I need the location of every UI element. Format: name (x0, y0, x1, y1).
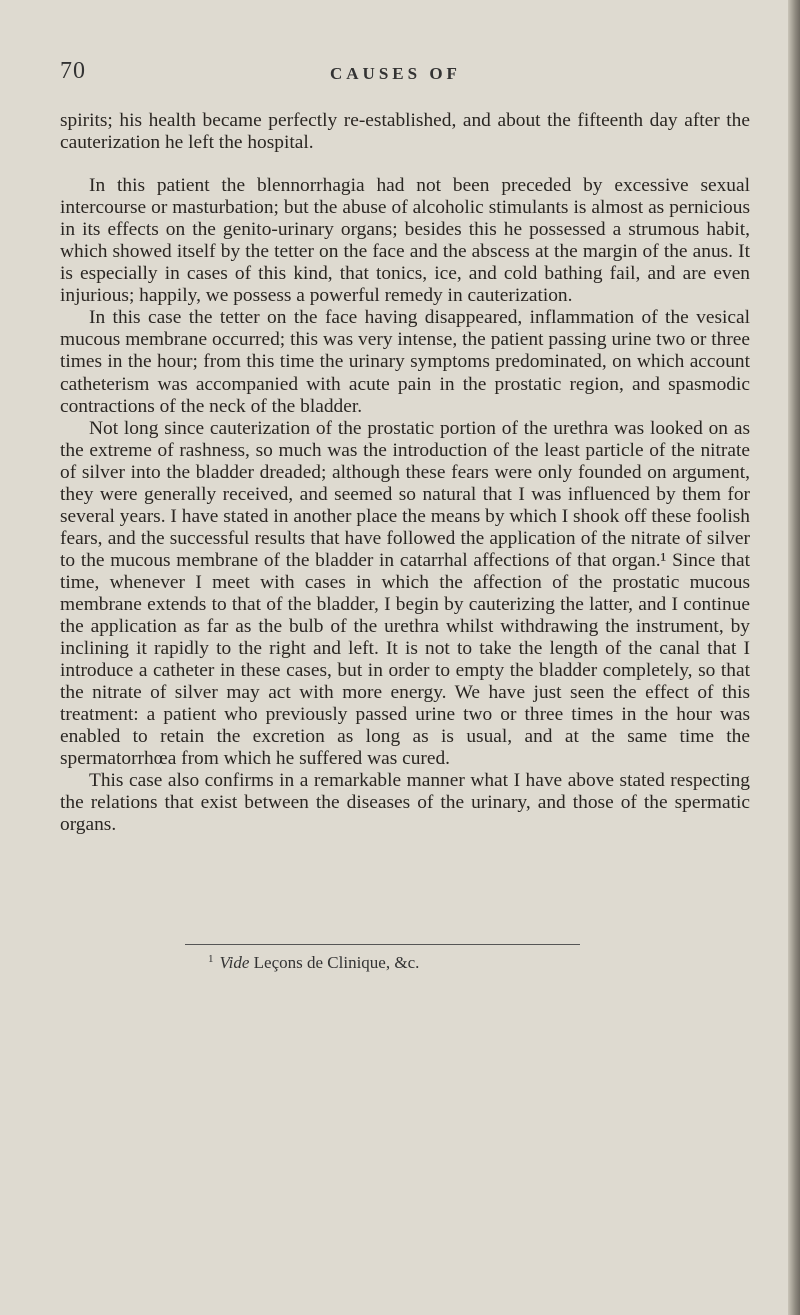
paragraph-1: spirits; his health became perfectly re-established, and about the fifteenth day after the cauterization he left the hospital. (60, 110, 750, 154)
body-text (60, 110, 750, 837)
footnote-marker: 1 (208, 953, 214, 965)
footnote-text: Leçons de Clinique, &c. (253, 953, 420, 972)
paragraph-5: This case also confirms in a remarkable manner what I have above stated respecting the relations that exist between the diseases of the urinary, and those of the spermatic organs. (60, 770, 750, 836)
paragraph-4: Not long since cauterization of the prostatic portion of the urethra was looked on as the extreme of rashness, so much was the introduction of the least particle of the nitrate of silver into the bladder dreaded; although these fears were only founded on argument, they were generally received, and seemed so natural that I was influenced by them for several years. I have stated in another place the means by which I shook off these foolish fears, and the successful results that have followed the application of the nitrate of silver to the mucous membrane of the bladder in catarrhal affections of that organ.¹ Since that time, whenever I meet with cases in which the affection of the prostatic mucous membrane extends to that of the bladder, I begin by cauterizing the latter, and I continue the application as far as the bulb of the urethra whilst withdrawing the instrument, by inclining it rapidly to the right and left. It is not to take the length of the canal that I introduce a catheter in these cases, but in order to empty the bladder completely, so that the nitrate of silver may act with more energy. We have just seen the effect of this treatment: a patient who previously passed urine two or three times in the hour was enabled to retain the excretion as long as is usual, and at the same time the spermatorrhœa from which he suffered was cured. (60, 417, 750, 770)
paragraph-3: In this case the tetter on the face having disappeared, inflammation of the vesical mucous membrane occurred; this was very intense, the patient passing urine two or three times in the hour; from this time the urinary symptoms predominated, on which account catheterism was accompanied with acute pain in the prostatic region, and spasmodic contractions of the neck of the bladder. (60, 307, 750, 417)
footnote-vide: Vide (219, 953, 250, 972)
page-edge-shadow (788, 0, 800, 1315)
footnote (208, 953, 419, 973)
page-header (0, 58, 788, 86)
footnote-divider (185, 944, 580, 945)
running-head: CAUSES OF (330, 64, 461, 83)
page-number: 70 (60, 58, 86, 84)
paragraph-2: In this patient the blennorrhagia had not been preceded by excessive sexual intercourse or masturbation; but the abuse of alcoholic stimulants is almost as pernicious in its effects on the genito-urinary organs; besides this he possessed a strumous habit, which showed itself by the tetter on the face and the abscess at the margin of the anus. It is especially in cases of this kind, that tonics, ice, and cold bathing fail, and are even injurious; happily, we possess a powerful remedy in cauterization. (60, 175, 750, 307)
